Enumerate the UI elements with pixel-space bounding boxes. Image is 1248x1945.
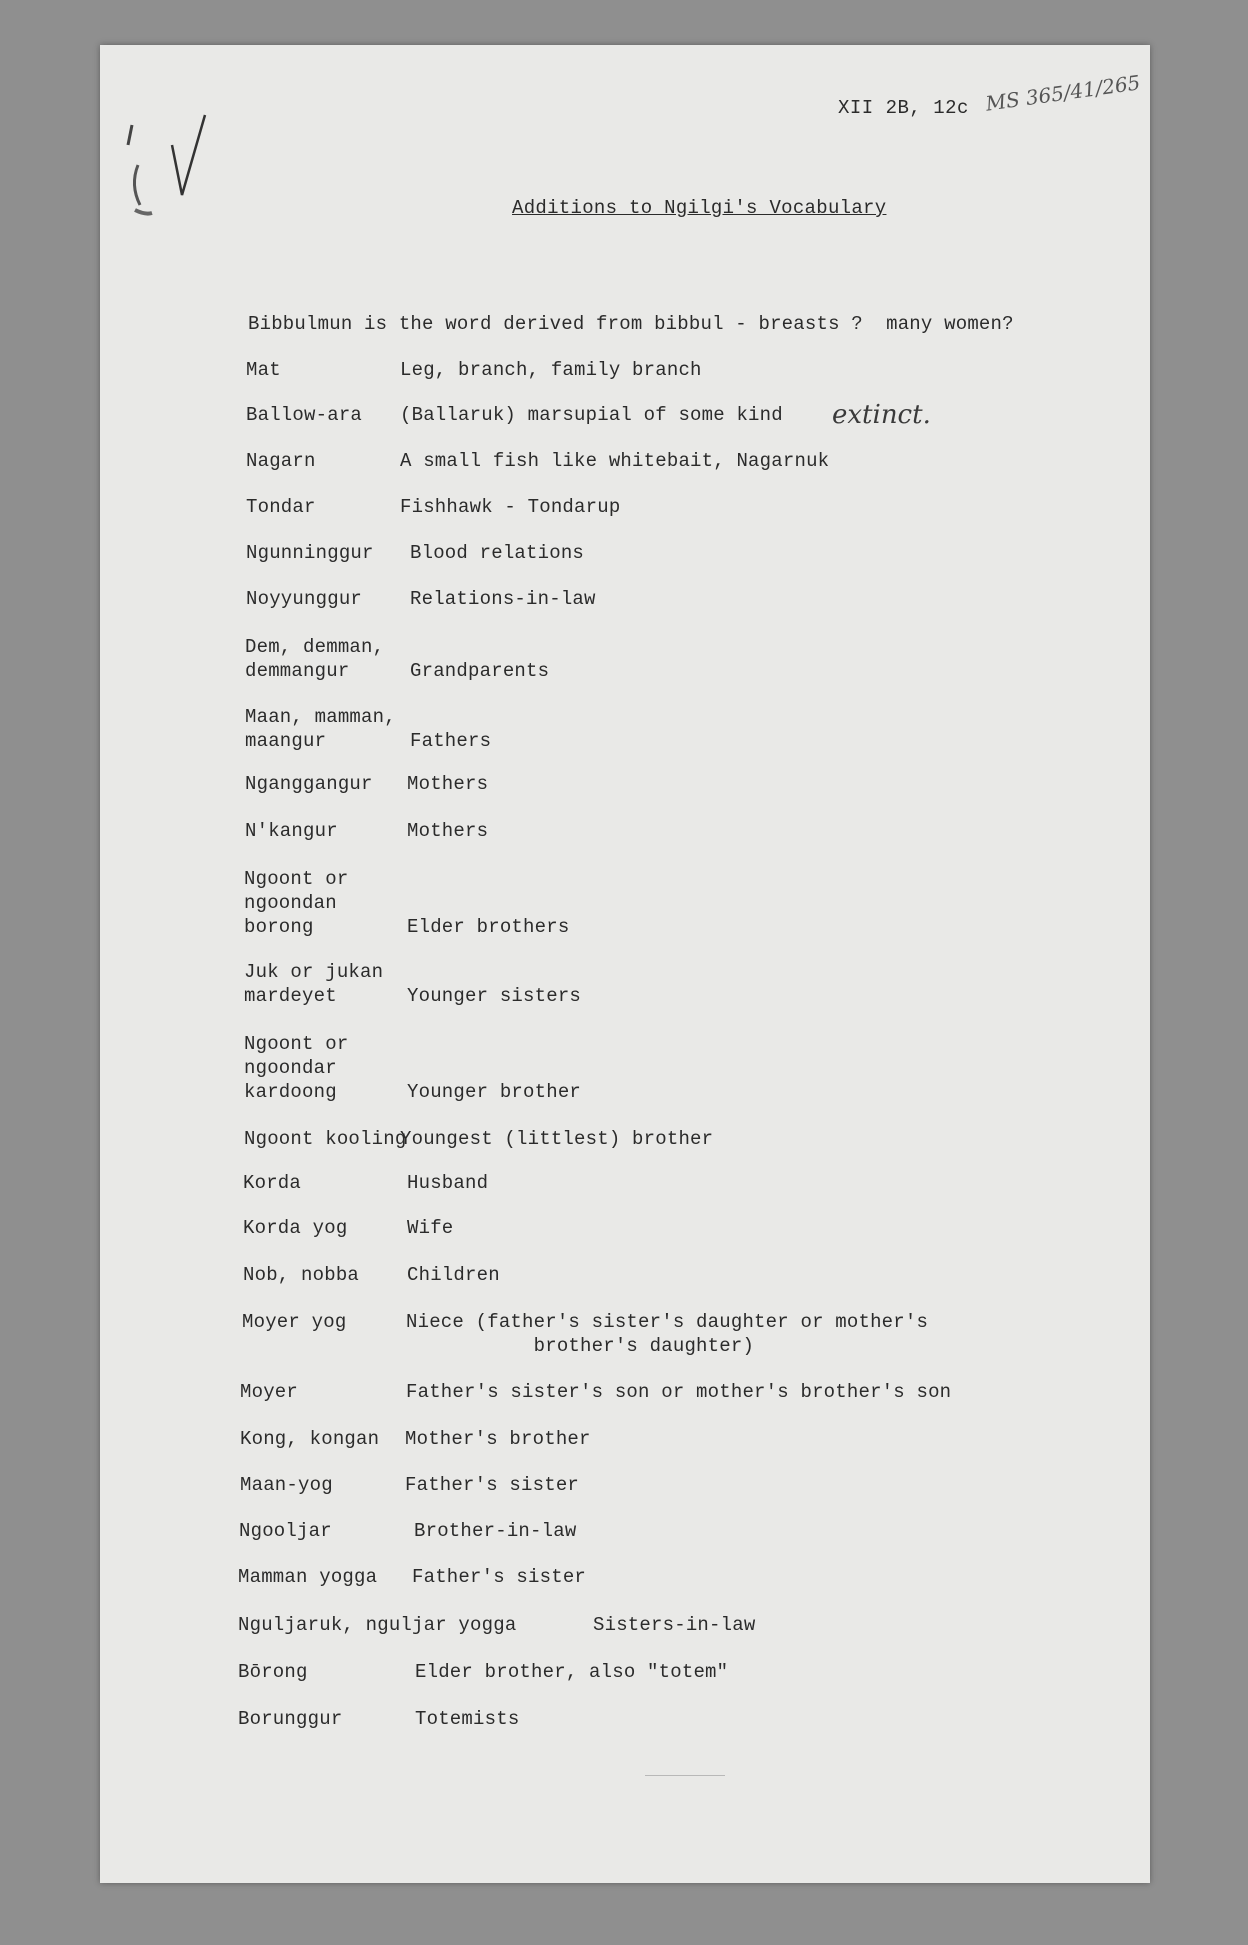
entry-term: Mamman yogga	[238, 1566, 378, 1588]
entry-definition: Mothers	[407, 773, 489, 795]
entry-term: Noyyunggur	[246, 588, 363, 610]
entry-definition: Niece (father's sister's daughter or mother's brother's daughter)	[406, 1311, 929, 1357]
document-page	[100, 45, 1150, 1883]
entry-term: Nganggangur	[245, 773, 373, 795]
entry-term: Korda	[243, 1172, 302, 1194]
manuscript-number: MS 365/41/265	[984, 70, 1142, 116]
entry-definition: Father's sister	[405, 1474, 580, 1496]
entry-definition: Brother-in-law	[414, 1520, 577, 1542]
entry-definition: Grandparents	[410, 660, 550, 682]
entry-term: N'kangur	[245, 820, 338, 842]
entry-definition: Father's sister's son or mother's brother's son	[406, 1381, 952, 1403]
page-title: Additions to Ngilgi's Vocabulary	[512, 197, 887, 219]
entry-term: Ngooljar	[239, 1520, 332, 1542]
entry-definition: A small fish like whitebait, Nagarnuk	[400, 450, 830, 472]
intro-line: Bibbulmun is the word derived from bibbul - breasts ? many women?	[248, 313, 1014, 335]
entry-definition: Relations-in-law	[410, 588, 596, 610]
entry-term: Mat	[246, 359, 281, 381]
entry-term: Ngoont or ngoondar kardoong	[244, 1033, 349, 1103]
entry-definition: Mother's brother	[405, 1428, 591, 1450]
entry-definition: Younger sisters	[407, 985, 582, 1007]
faint-line	[645, 1775, 725, 1776]
entry-term: Borunggur	[238, 1708, 343, 1730]
entry-term: Maan, mamman, maangur	[245, 706, 396, 752]
entry-definition: Wife	[407, 1217, 454, 1239]
reference-number: XII 2B, 12c	[838, 97, 969, 119]
entry-definition: (Ballaruk) marsupial of some kind	[400, 404, 783, 426]
entry-definition: Father's sister	[412, 1566, 587, 1588]
entry-term: Nob, nobba	[243, 1264, 360, 1286]
entry-term: Korda yog	[243, 1217, 348, 1239]
entry-term: Nguljaruk, nguljar yogga	[238, 1614, 517, 1636]
entry-term: Ngunninggur	[246, 542, 374, 564]
entry-definition: Elder brothers	[407, 916, 570, 938]
entry-definition: Mothers	[407, 820, 489, 842]
entry-definition: Youngest (littlest) brother	[400, 1128, 714, 1150]
entry-definition: Children	[407, 1264, 500, 1286]
entry-term: Bōrong	[238, 1661, 308, 1683]
entry-definition: Husband	[407, 1172, 489, 1194]
entry-term: Maan-yog	[240, 1474, 333, 1496]
entry-term: Dem, demman, demmangur	[245, 636, 385, 682]
entry-term: Moyer	[240, 1381, 299, 1403]
entry-term: Kong, kongan	[240, 1428, 380, 1450]
handwritten-note: extinct.	[832, 400, 931, 430]
entry-definition: Sisters-in-law	[593, 1614, 756, 1636]
entry-definition: Totemists	[415, 1708, 520, 1730]
entry-definition: Fishhawk - Tondarup	[400, 496, 621, 518]
entry-term: Moyer yog	[242, 1311, 347, 1333]
entry-term: Ballow-ara	[246, 404, 363, 426]
entry-term: Nagarn	[246, 450, 316, 472]
entry-term: Ngoont kooling	[244, 1128, 407, 1150]
entry-term: Tondar	[246, 496, 316, 518]
handwritten-check-marks	[110, 85, 230, 245]
entry-definition: Fathers	[410, 730, 492, 752]
entry-term: Juk or jukan mardeyet	[244, 961, 384, 1007]
entry-definition: Blood relations	[410, 542, 585, 564]
entry-definition: Younger brother	[407, 1081, 582, 1103]
entry-definition: Leg, branch, family branch	[400, 359, 702, 381]
entry-definition: Elder brother, also "totem"	[415, 1661, 729, 1683]
entry-term: Ngoont or ngoondan borong	[244, 868, 349, 938]
